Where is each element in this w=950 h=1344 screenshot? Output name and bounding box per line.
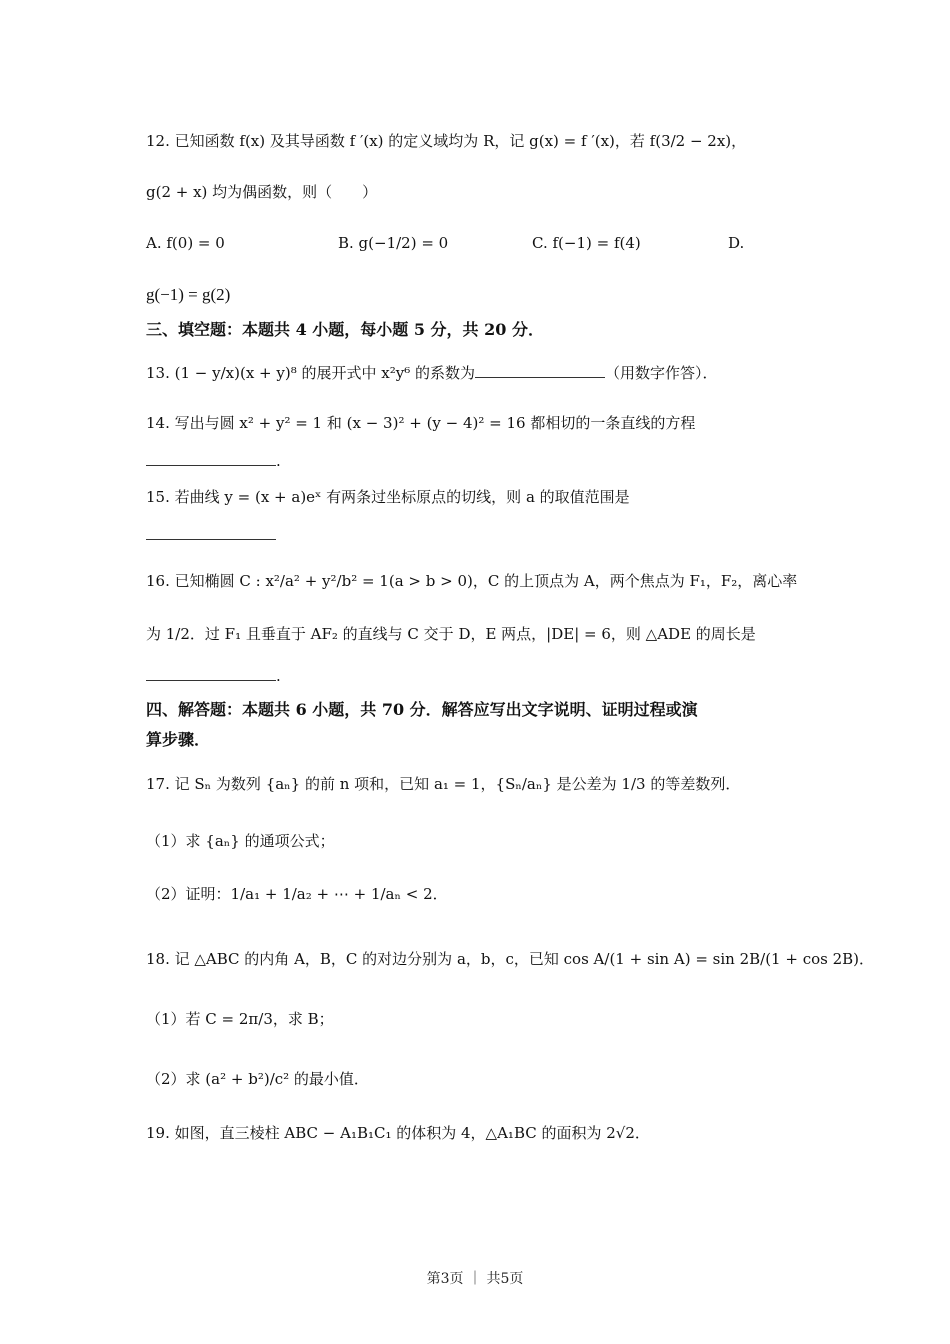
- q15-blank-line: [146, 526, 800, 546]
- q16-blank-line: [146, 667, 800, 687]
- q16-line2: 为 1/2．过 F₁ 且垂直于 AF₂ 的直线与 C 交于 D，E 两点，|DE| = 6，则 △ADE 的周长是: [146, 625, 756, 643]
- q14-blank-line: [146, 452, 800, 472]
- q16-period: .: [276, 667, 281, 685]
- q14-period: .: [276, 452, 281, 470]
- q18-part2: （2）求 (a² + b²)/c² 的最小值．: [146, 1070, 369, 1088]
- q15-answer-blank[interactable]: [146, 538, 276, 540]
- q12-option-d[interactable]: D.: [728, 234, 745, 252]
- q13-text: 13. (1 − y/x)(x + y)⁸ 的展开式中 x²y⁶ 的系数为: [146, 364, 475, 382]
- q12-option-c[interactable]: C. f(−1) = f(4): [532, 234, 641, 252]
- q19-line: 19. 如图，直三棱柱 ABC − A₁B₁C₁ 的体积为 4，△A₁BC 的面积为 2√2．: [146, 1124, 650, 1142]
- section-3-heading: 三、填空题：本题共 4 小题，每小题 5 分，共 20 分．: [146, 320, 544, 339]
- q14-line: 14. 写出与圆 x² + y² = 1 和 (x − 3)² + (y − 4)² = 16 都相切的一条直线的方程: [146, 414, 696, 432]
- q18-line: 18. 记 △ABC 的内角 A，B，C 的对边分别为 a，b，c，已知 cos A/(1 + sin A) = sin 2B/(1 + cos 2B)．: [146, 950, 875, 968]
- section-4-heading: 四、解答题：本题共 6 小题，共 70 分．解答应写出文字说明、证明过程或演: [146, 700, 698, 719]
- q12-line1: 12. 已知函数 f(x) 及其导函数 f ′(x) 的定义域均为 R，记 g(x) = f ′(x)，若 f(3/2 − 2x)，: [146, 132, 747, 150]
- q14-answer-blank[interactable]: [146, 464, 276, 466]
- q17-part1: （1）求 {aₙ} 的通项公式；: [146, 832, 335, 850]
- page-footer: 第3页 ｜ 共5页: [426, 1271, 524, 1287]
- q12-option-b[interactable]: B. g(−1/2) = 0: [338, 234, 449, 252]
- q13-line: [146, 364, 800, 384]
- q13-suffix: （用数字作答）．: [604, 364, 718, 382]
- q17-part2: （2）证明：1/a₁ + 1/a₂ + ⋯ + 1/aₙ < 2．: [146, 885, 448, 903]
- q16-line1: 16. 已知椭圆 C : x²/a² + y²/b² = 1(a > b > 0)，C 的上顶点为 A，两个焦点为 F₁，F₂，离心率: [146, 572, 798, 590]
- q12-option-a[interactable]: A. f(0) = 0: [146, 234, 225, 252]
- q17-line: 17. 记 Sₙ 为数列 {aₙ} 的前 n 项和，已知 a₁ = 1，{Sₙ/aₙ} 是公差为 1/3 的等差数列．: [146, 775, 741, 793]
- q18-part1: （1）若 C = 2π/3，求 B；: [146, 1010, 334, 1028]
- q15-line: 15. 若曲线 y = (x + a)eˣ 有两条过坐标原点的切线，则 a 的取值范围是: [146, 488, 630, 506]
- q16-answer-blank[interactable]: [146, 679, 276, 681]
- q12-option-d-content: g(−1) = g(2): [146, 285, 231, 304]
- q12-line2: g(2 + x) 均为偶函数，则（ ）: [146, 183, 378, 201]
- q13-answer-blank[interactable]: [475, 376, 605, 378]
- section-4-heading-cont: 算步骤．: [146, 730, 211, 749]
